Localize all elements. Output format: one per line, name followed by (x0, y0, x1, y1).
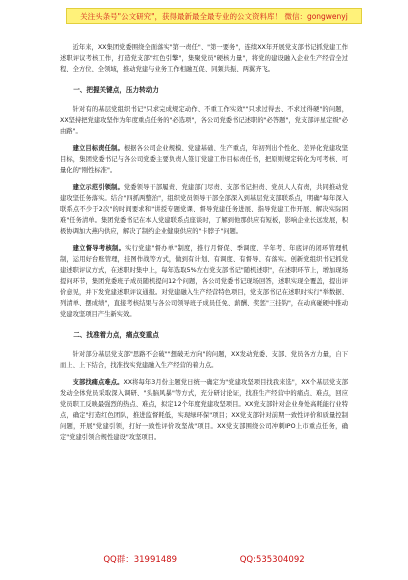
qq-number: QQ:535304092 (239, 555, 305, 565)
body-paragraph: 针对有的基层党组织书记"只求完成规定动作、不重工作实效""只求过得去、不求过得硬"的问题，XX坚持把党建攻坚作为年度重点任务的"必选项"，各公司党委书记述职的"必答题"，党支部评星定级"必由路"。 (60, 106, 348, 135)
paragraph-text: XX将每年3月份主题党日统一确定为"党建攻坚项目找我来选"，XX个基层党支部发动全体党员采取深入调研、"头脑风暴"等方式，充分研讨论证，找准生产经营中的痛点、难点，回应党员职工反映最强烈的热点、难点，拟定12个年度党建攻坚项目。XX党支部针对企业身处高耗能行业特点，确定"打造红色团队，推进监督耗低，实现绿环保"项目；XX党支部针对前期一致性评价和质量控制问题，开展"党建引领，打好一致性评价攻坚战"项目。XX党支部围绕公司冲刺IPO上市重点任务，确定"党建引领合规性建设"攻坚项目。 (60, 379, 348, 441)
body-paragraph (60, 143, 348, 176)
body-paragraph (60, 377, 348, 443)
paragraph-text: 实行党建"督办单"制度，推行月督促、季调度、半年考、年底评的闭环管理机制，运用好台账管理，挂图作战等方式，做到有计划、有调度、有督导、有落实。创新党组织书记抓党建述职评议方式，在述职时集中上，每年选取5%左右党支部书记"随机述职"，在述职环节上，增加现场提问环节，集团党委班子成员随机提问12个问题，各公司党委书记现场回答，述职实现全覆盖，提出评价意见，并下发党建述职评议通报。对党建融入生产经营特色项目，党支部书记在述职时实行"举数据、列清单、摆成绩"，直接考核结果与各公司领导班子成员任免、薪酬、奖惩"三挂钩"，在动真碰硬中推动党建攻坚项目产生新实效。 (60, 245, 349, 318)
qq-group: QQ群：31991489 (103, 555, 178, 565)
paragraph-text: 党委领导干部履责、党建部门尽责、支部书记担责、党员人人有责，共同推动党建攻坚任务落实。结合"四抓两整治"，组织党员领导干部全部深入到基层党支部联系点，明确"每年深入联系点不少于2次"的时间要求和"讲授专题党课、督导党建任务进展、指导党建工作开展、解决实际困难"任务清单。集团党委书记在本人党建联系点座谈时，了解到他那供应有短板，影响企业长远发展，积极协调加大燕内供应，解决了制约企业健康供应的"卡脖子"问题。 (60, 184, 349, 235)
paragraph-text: 根据各公司企业规模、党建基础、生产重点，年初列出个性化、差异化党建攻坚目标，集团党委书记与各公司党委主要负责人签订党建工作目标责任书，把原则规定转化为可考核、可量化的"刚性标准"。 (60, 145, 349, 174)
body-paragraph (60, 243, 348, 320)
footer-contact (0, 553, 408, 565)
paragraph-lead: 建立督导考核制。 (72, 245, 126, 252)
section-heading: 二、找准着力点，痛点变重点 (73, 331, 159, 339)
body-paragraph (60, 182, 348, 237)
paragraph-lead: 支部找痛点难点。 (72, 379, 124, 386)
paragraph-lead: 建立示范引领制。 (72, 184, 124, 191)
document-body (60, 42, 348, 449)
banner-text: 关注头条号"公文研究"，获得最新最全最专业的公文资料库！ 微信：gongwenyj (80, 11, 348, 21)
header-banner (66, 8, 362, 24)
section-heading: 一、把握关键点，压力转动力 (73, 86, 159, 94)
paragraph-lead: 建立目标责任制。 (72, 145, 124, 152)
body-paragraph: 近年来，XX集团党委围绕全面落实"第一责任"、"第一要务"，连续XX年开展党支部书记抓党建工作述职评议考核工作，打造党支部"红色引擎"，集聚党员"硬核力量"，将党的建设融入企业生产经营全过程、全方位、全领域，推动党建与业务工作相融互促、同频共振、两翼齐飞。 (60, 44, 348, 73)
body-paragraph: 针对部分基层党支部"思路不会破""想破无方向"的问题，XX发动党委、支部、党员各方力量，自下而上、上下结合，找准找实党建融入生产经营的着力点。 (60, 351, 348, 369)
